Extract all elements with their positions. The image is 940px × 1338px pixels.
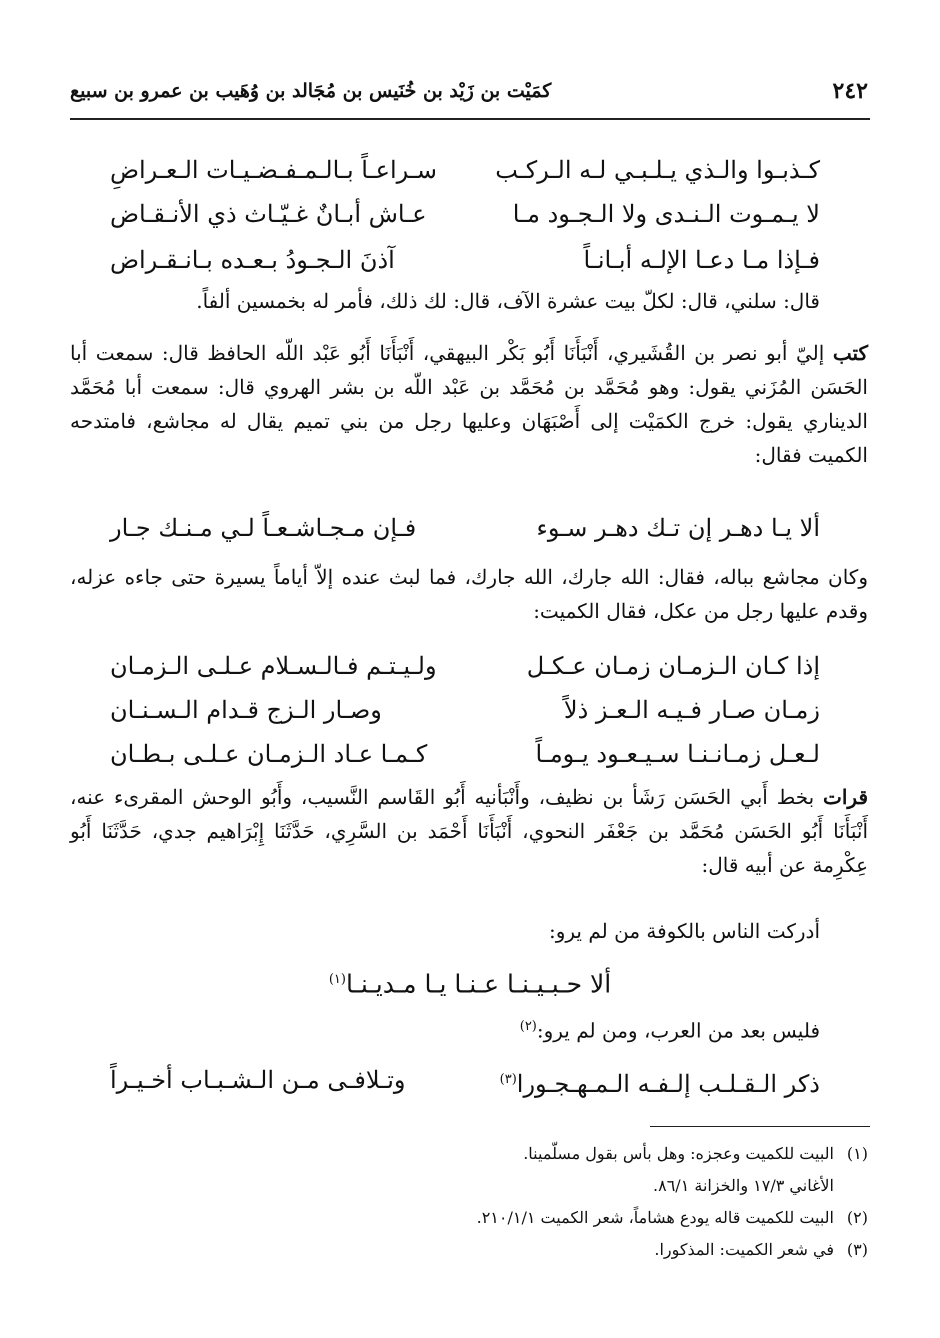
verse-first-hemistich: ألا يـا دهـر إن تـك دهـر سـوء [536, 514, 820, 542]
verse-line [110, 646, 820, 686]
footnote [200, 1202, 868, 1234]
verse-first-hemistich: لا يـمـوت الـنـدى ولا الـجـود مـا [512, 200, 820, 228]
footnote-number: (٢) [846, 1208, 868, 1227]
prose-line: أدركت الناس بالكوفة من لم يرو: [548, 919, 820, 943]
verse-line [110, 690, 820, 730]
running-title: كمَيْت بن زَيْد بن خُنَيس بن مُجَالد بن وُهَيب بن عمرو بن سبيع [70, 80, 552, 102]
verse-text: ألا حـبـيـنـا عـنـا يـا مـديـنـا [345, 969, 612, 999]
footnote-text: البيت للكميت قاله يودع هشاماً، شعر الكميت ٢١٠/١/١. [476, 1208, 834, 1227]
header-rule [70, 118, 870, 120]
verse-first-hemistich: كـذبـوا والـذي يـلـبـي لـه الـركـب [495, 156, 820, 184]
page-number: ٢٤٢ [832, 78, 868, 104]
verse-second-hemistich: سـراعـاً بـالـمـفـضـيـات الـعـراضِ [110, 156, 437, 184]
verse-second-hemistich: كـمـا عـاد الـزمـان عـلـى بـطـان [110, 740, 428, 768]
verse-second-hemistich: عـاش أبـانٌ غـيّـاث ذي الأنـقـاض [110, 200, 427, 228]
footnote-rule [650, 1126, 870, 1127]
footnote [200, 1234, 868, 1266]
footnote-text: في شعر الكميت: المذكورا. [654, 1240, 834, 1259]
prose-paragraph [70, 780, 868, 882]
prose-paragraph [70, 336, 868, 472]
footnote-number: (١) [846, 1144, 868, 1163]
verse-line [110, 194, 820, 234]
verse-line [110, 240, 820, 280]
paragraph-lead-word: كتب [832, 341, 869, 365]
verse-line [110, 508, 820, 548]
verse-second-hemistich: ولـيـتـم فـالـسـلام عـلـى الـزمـان [110, 652, 437, 680]
paragraph-text: بخط أَبي الحَسَن رَشَأ بن نظيف، وأَنْبَأنيه أَبُو القَاسم النَّسيب، وأَبُو الوحش المقرىء عنه، أَنْبَأَنَا أَبُو الحَسَن مُحَمَّد بن جَعْفَر النحوي، أَنْبَأَنَا أَحْمَد بن السَّرِي، حَدَّثَنَا إِبْرَاهيم جدي، حَدَّثَنَا أَبُو عِكْرِمة عن أبيه قال: [70, 785, 868, 877]
prose-line: قال: سلني، قال: لكلّ بيت عشرة الآف، قال: لك ذلك، فأمر له بخمسين ألفاً. [196, 289, 820, 313]
footnotes [200, 1138, 868, 1266]
verse-line [110, 1060, 820, 1100]
verse-first-hemistich: لـعـل زمـانـنـا سـيـعـود يـومـاً [535, 740, 820, 768]
verse-second-hemistich: آذنَ الـجـودُ بـعـده بـانـقـراض [110, 246, 395, 274]
paragraph-text: إليّ أبو نصر بن القُشَيري، أَنْبَأَنَا أَبُو بَكْر البيهقي، أَنْبَأَنَا أَبُو عَبْد اللّه الحافظ قال: سمعت أبا الحَسَن المُزَني يقول: وهو مُحَمَّد بن مُحَمَّد بن عَبْد اللّه بن بشر الهروي قال: سمعت أبا مُحَمَّد الديناري يقول: خرج الكمَيْت إلى أَصْبَهَان وعليها رجل من بني تميم يقال له مجاشع، فامتدحه الكميت فقال: [70, 341, 868, 467]
footnote-continuation [200, 1170, 868, 1202]
verse-first-hemistich: فـإذا مـا دعـا الإلـه أبـانـاً [583, 246, 820, 274]
footnote-marker: (٣) [499, 1072, 517, 1087]
page-header [70, 72, 870, 116]
verse-second-hemistich: فـإن مـجـاشـعـاً لـي مـنـك جـار [110, 514, 417, 542]
verse-first-hemistich: زمـان صـار فـيـه الـعـز ذلاً [563, 696, 820, 724]
paragraph-lead-word: قرات [823, 785, 869, 809]
verse-line [110, 734, 820, 774]
verse-second-hemistich: وصـار الـزج قـدام الـسـنـان [110, 696, 382, 724]
verse-line [110, 150, 820, 190]
verse-second-hemistich: وتـلافـى مـن الـشـبـاب أخـيـراً [110, 1066, 406, 1094]
hemistich-text: ذكر الـقـلـب إلـفـه الـمـهـجـورا [516, 1070, 820, 1098]
prose-paragraph: وكان مجاشع بباله، فقال: الله جارك، الله جارك، فما لبث عنده إلاّ أياماً يسيرة حتى جاءه عزله، وقدم عليها رجل من عكل، فقال الكميت: [70, 565, 868, 623]
verse-first-hemistich: إذا كـان الـزمـان زمـان عـكـل [526, 652, 820, 680]
footnote-text: البيت للكميت وعجزه: وهل بأس بقول مسلّمينا. [523, 1144, 834, 1163]
footnote-marker: (١) [328, 972, 346, 987]
centered-verse [150, 960, 790, 1004]
footnote-marker: (٢) [519, 1019, 537, 1034]
footnote-number: (٣) [846, 1240, 868, 1259]
footnote [200, 1138, 868, 1170]
verse-first-hemistich [460, 1060, 820, 1104]
prose-line [520, 1010, 820, 1048]
footnote-text: الأغاني ١٧/٣ والخزانة ٨٦/١. [653, 1176, 834, 1195]
line-text: فليس بعد من العرب، ومن لم يرو: [536, 1018, 820, 1043]
